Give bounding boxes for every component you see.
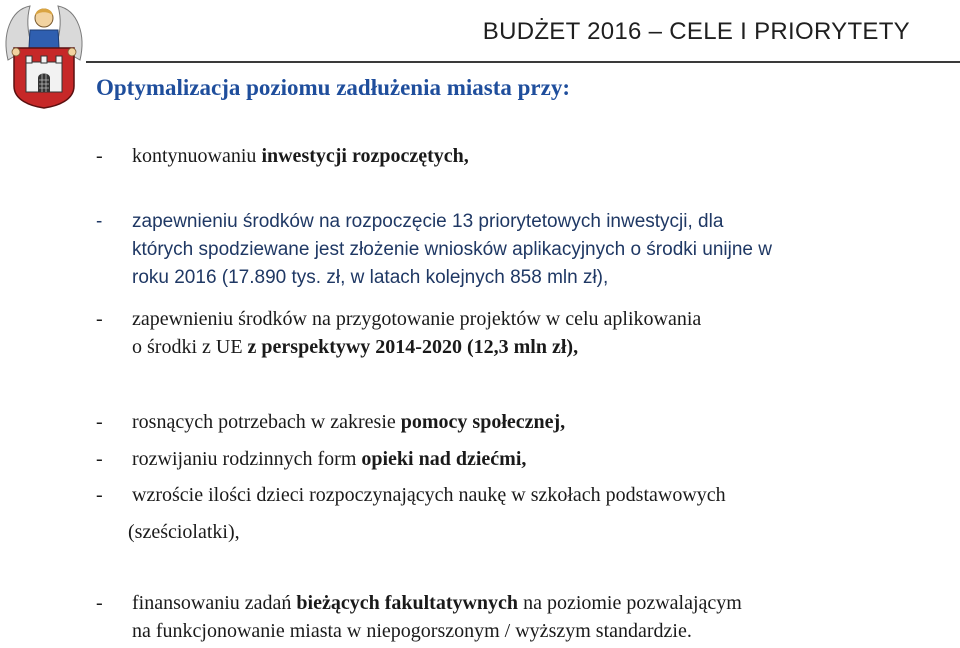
bullet-dash: - bbox=[96, 592, 103, 614]
item-text: na poziomie pozwalającym bbox=[518, 592, 742, 614]
bullet-dash: - bbox=[96, 308, 103, 330]
item-text: kontynuowaniu bbox=[132, 145, 262, 167]
bullet-dash: - bbox=[96, 145, 103, 167]
item-line: wzroście ilości dzieci rozpoczynających naukę w szkołach podstawowych bbox=[132, 484, 726, 506]
item-line: zapewnieniu środków na przygotowanie projektów w celu aplikowania bbox=[132, 308, 702, 330]
list-item-continuation: (sześciolatki), bbox=[128, 521, 240, 543]
item-emphasis: opieki nad dziećmi, bbox=[361, 448, 527, 470]
header-title: BUDŻET 2016 – CELE I PRIORYTETY bbox=[482, 18, 910, 45]
item-line: na funkcjonowanie miasta w niepogorszonym / wyższym standardzie. bbox=[132, 620, 692, 642]
item-text: finansowaniu zadań bbox=[132, 592, 297, 614]
item-text: o środki z UE bbox=[132, 336, 248, 358]
list-item bbox=[96, 589, 742, 645]
item-text: rozwijaniu rodzinnych form bbox=[132, 448, 362, 470]
section-subtitle: Optymalizacja poziomu zadłużenia miasta przy: bbox=[96, 75, 571, 100]
item-emphasis: bieżących fakultatywnych bbox=[296, 592, 519, 614]
item-emphasis: z perspektywy 2014-2020 (12,3 mln zł), bbox=[247, 336, 579, 358]
item-line: roku 2016 (17.890 tys. zł, w latach kolejnych 858 mln zł), bbox=[132, 267, 609, 288]
item-line: których spodziewane jest złożenie wniosków aplikacyjnych o środki unijne w bbox=[132, 239, 772, 260]
list-item bbox=[96, 142, 469, 170]
bullet-dash: - bbox=[96, 211, 103, 232]
item-line: zapewnieniu środków na rozpoczęcie 13 priorytetowych inwestycji, dla bbox=[132, 211, 724, 232]
bullet-dash: - bbox=[96, 411, 103, 433]
header-divider bbox=[86, 61, 960, 63]
city-coat-of-arms-icon bbox=[0, 0, 88, 110]
bullet-dash: - bbox=[96, 448, 103, 470]
item-emphasis: pomocy społecznej, bbox=[400, 411, 566, 433]
bullet-dash: - bbox=[96, 484, 103, 506]
item-text: rosnących potrzebach w zakresie bbox=[132, 411, 401, 433]
item-emphasis: inwestycji rozpoczętych, bbox=[261, 145, 469, 167]
list-item bbox=[96, 305, 701, 361]
list-item bbox=[96, 208, 772, 292]
list-item bbox=[96, 408, 565, 436]
list-item bbox=[96, 481, 726, 509]
list-item bbox=[96, 445, 526, 473]
